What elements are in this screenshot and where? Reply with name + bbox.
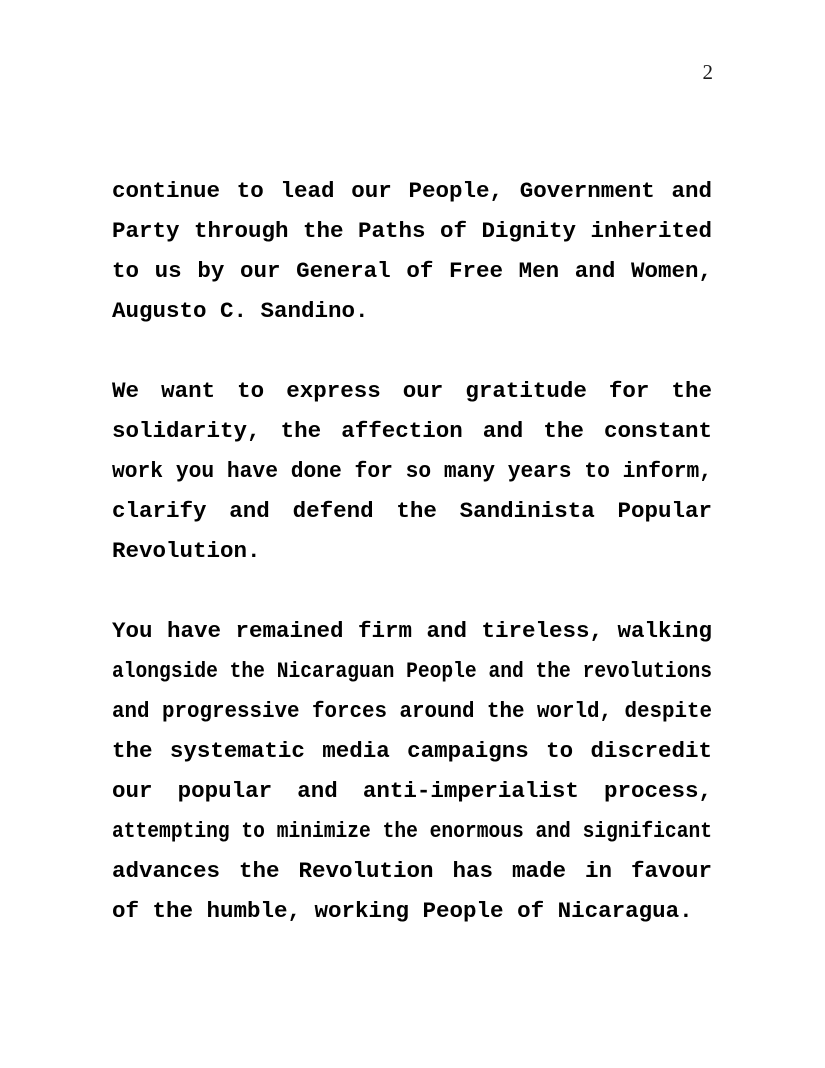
text-line bbox=[112, 651, 712, 691]
paragraph bbox=[112, 371, 712, 571]
text-line-content: continue to lead our People, Government and bbox=[112, 178, 712, 204]
text-line-content: clarify and defend the Sandinista Popular bbox=[112, 498, 712, 524]
text-line-content: and progressive forces around the world, despite bbox=[112, 698, 712, 724]
text-line-content: alongside the Nicaraguan People and the revolutions bbox=[112, 658, 712, 684]
text-line bbox=[112, 731, 712, 771]
text-line bbox=[112, 611, 712, 651]
text-line bbox=[112, 891, 712, 931]
text-line-content: Party through the Paths of Dignity inherited bbox=[112, 218, 712, 244]
text-line bbox=[112, 811, 712, 851]
text-line bbox=[112, 411, 712, 451]
text-line-content: the systematic media campaigns to discredit bbox=[112, 738, 712, 764]
paragraph bbox=[112, 611, 712, 931]
text-line-content: We want to express our gratitude for the bbox=[112, 378, 712, 404]
text-line-content: attempting to minimize the enormous and significant bbox=[112, 818, 712, 844]
document-body bbox=[112, 171, 712, 931]
text-line-content: to us by our General of Free Men and Women, bbox=[112, 258, 712, 284]
text-line bbox=[112, 371, 712, 411]
text-line bbox=[112, 171, 712, 211]
text-line bbox=[112, 851, 712, 891]
text-line bbox=[112, 491, 712, 531]
text-line bbox=[112, 771, 712, 811]
text-line bbox=[112, 531, 712, 571]
text-line bbox=[112, 251, 712, 291]
text-line-content: Augusto C. Sandino. bbox=[112, 298, 369, 324]
text-line-content: Revolution. bbox=[112, 538, 261, 564]
text-line-content: work you have done for so many years to inform, bbox=[112, 458, 712, 484]
text-line-content: advances the Revolution has made in favour bbox=[112, 858, 712, 884]
text-line bbox=[112, 291, 712, 331]
text-line-content: our popular and anti-imperialist process, bbox=[112, 778, 712, 804]
text-line bbox=[112, 211, 712, 251]
text-line-content: solidarity, the affection and the constant bbox=[112, 418, 712, 444]
text-line-content: of the humble, working People of Nicaragua. bbox=[112, 898, 693, 924]
page-number: 2 bbox=[702, 60, 713, 84]
paragraph bbox=[112, 171, 712, 331]
text-line bbox=[112, 691, 712, 731]
text-line bbox=[112, 451, 712, 491]
text-line-content: You have remained firm and tireless, walking bbox=[112, 618, 712, 644]
